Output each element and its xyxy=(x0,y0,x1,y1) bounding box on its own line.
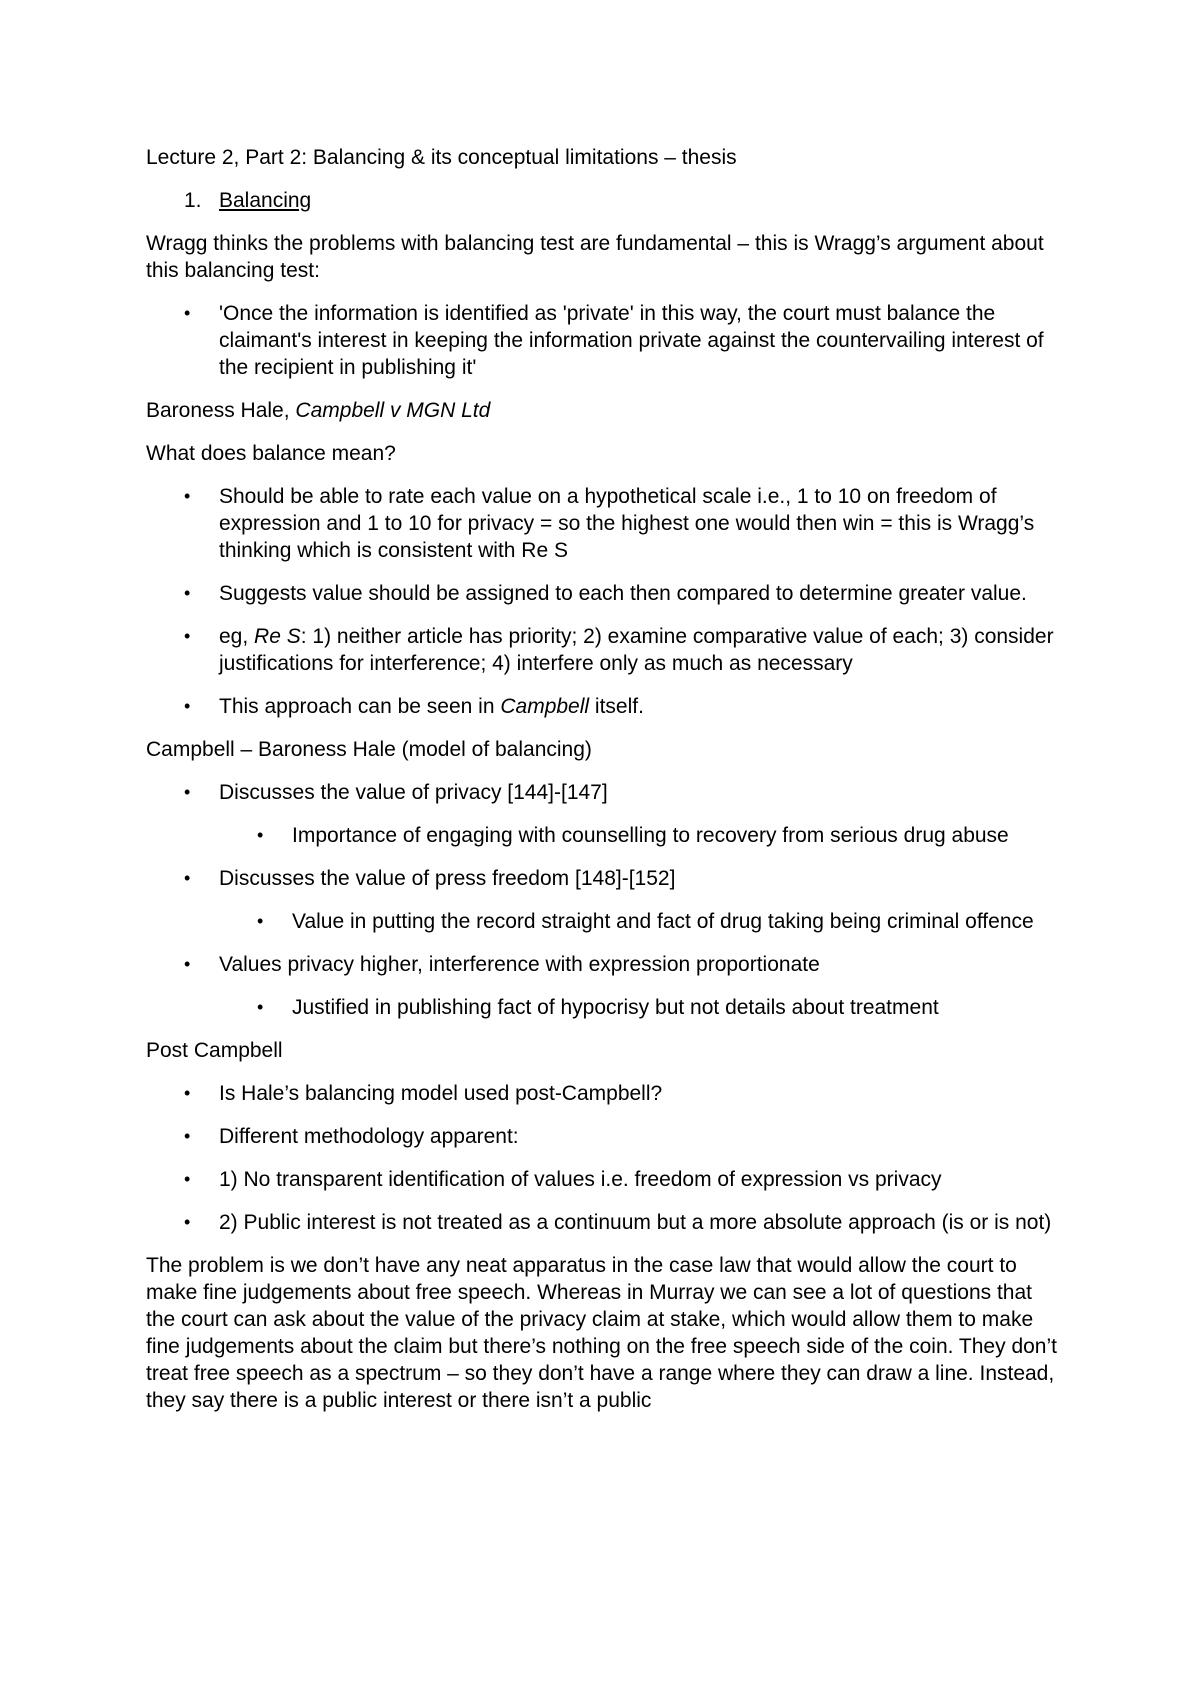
list-item-text xyxy=(219,695,644,718)
list-item-text: Is Hale’s balancing model used post-Campbell? xyxy=(219,1082,663,1105)
balance-question: What does balance mean? xyxy=(146,442,396,465)
campbell-heading: Campbell – Baroness Hale (model of balancing) xyxy=(146,738,592,761)
quote-text: 'Once the information is identified as 'private' in this way, the court must balance the claimant's interest in keeping the information private against the countervailing interest of the recipient in publishing it' xyxy=(219,302,1044,379)
list-item xyxy=(146,951,1066,978)
closing-paragraph: The problem is we don’t have any neat apparatus in the case law that would allow the court to make fine judgements about free speech. Whereas in Murray we can see a lot of questions that the court can ask about the value of the privacy claim at stake, which would allow them to make fine judgements about the claim but there’s nothing on the free speech side of the coin. They don’t treat free speech as a spectrum – so they don’t have a range where they can draw a line. Instead, they say there is a public interest or there isn’t a public xyxy=(146,1254,1057,1412)
section-title: Balancing xyxy=(219,189,312,212)
list-item xyxy=(146,483,1066,564)
list-item xyxy=(146,1080,1066,1107)
bullet-icon: • xyxy=(184,954,191,974)
post-campbell-list xyxy=(146,1080,1066,1236)
case-name: Campbell v MGN Ltd xyxy=(295,399,491,422)
text-prefix: This approach can be seen in xyxy=(219,695,501,718)
campbell-sublist xyxy=(146,994,1066,1021)
campbell-list xyxy=(146,865,1066,892)
list-item-text: Values privacy higher, interference with expression proportionate xyxy=(219,953,820,976)
bullet-icon: • xyxy=(184,868,191,888)
list-item xyxy=(146,1123,1066,1150)
section-number: 1. xyxy=(184,189,202,212)
campbell-list xyxy=(146,779,1066,806)
list-item-text: Discusses the value of press freedom [148]-[152] xyxy=(219,867,676,890)
bullet-icon: • xyxy=(184,1083,191,1103)
intro-paragraph: Wragg thinks the problems with balancing test are fundamental – this is Wragg’s argument about this balancing test: xyxy=(146,232,1044,282)
case-name: Campbell xyxy=(500,695,590,718)
text-prefix: eg, xyxy=(219,625,255,648)
quote-list xyxy=(146,300,1066,381)
list-item-text: Importance of engaging with counselling to recovery from serious drug abuse xyxy=(292,824,1009,847)
list-item-text: Discusses the value of privacy [144]-[147] xyxy=(219,781,608,804)
text-rest: : 1) neither article has priority; 2) examine comparative value of each; 3) consider justifications for interference; 4) interfere only as much as necessary xyxy=(219,625,1054,675)
list-item xyxy=(146,1209,1066,1236)
list-item xyxy=(146,865,1066,892)
list-item-text: Suggests value should be assigned to each then compared to determine greater value. xyxy=(219,582,1027,605)
list-item xyxy=(146,908,1066,935)
balance-list xyxy=(146,483,1066,720)
attribution-prefix: Baroness Hale, xyxy=(146,399,296,422)
bullet-icon: • xyxy=(184,782,191,802)
lecture-title: Lecture 2, Part 2: Balancing & its conceptual limitations – thesis xyxy=(146,146,737,169)
campbell-sublist xyxy=(146,822,1066,849)
list-item-text: Justified in publishing fact of hypocrisy but not details about treatment xyxy=(292,996,939,1019)
list-item-text xyxy=(219,625,1054,675)
document-page xyxy=(146,144,1066,1414)
bullet-icon: • xyxy=(184,696,191,716)
list-item xyxy=(146,300,1066,381)
list-item xyxy=(146,1166,1066,1193)
list-item xyxy=(146,580,1066,607)
post-campbell-heading: Post Campbell xyxy=(146,1039,283,1062)
list-item xyxy=(146,693,1066,720)
list-item-text: 2) Public interest is not treated as a continuum but a more absolute approach (is or is not) xyxy=(219,1211,1052,1234)
list-item xyxy=(146,623,1066,677)
bullet-icon: • xyxy=(184,1169,191,1189)
bullet-icon: • xyxy=(257,825,264,845)
attribution xyxy=(146,397,1066,424)
bullet-icon: • xyxy=(184,486,191,506)
list-item xyxy=(146,994,1066,1021)
case-name: Re S xyxy=(254,625,301,648)
section-heading xyxy=(146,187,1066,214)
list-item-text: Different methodology apparent: xyxy=(219,1125,519,1148)
text-rest: itself. xyxy=(589,695,644,718)
list-item-text: Should be able to rate each value on a hypothetical scale i.e., 1 to 10 on freedom of expression and 1 to 10 for privacy = so the highest one would then win = this is Wragg’s thinking which is consistent with Re S xyxy=(219,485,1035,562)
list-item xyxy=(146,779,1066,806)
bullet-icon: • xyxy=(184,583,191,603)
list-item-text: Value in putting the record straight and fact of drug taking being criminal offence xyxy=(292,910,1034,933)
bullet-icon: • xyxy=(184,303,191,323)
bullet-icon: • xyxy=(184,1126,191,1146)
campbell-list xyxy=(146,951,1066,978)
list-item-text: 1) No transparent identification of values i.e. freedom of expression vs privacy xyxy=(219,1168,942,1191)
bullet-icon: • xyxy=(257,997,264,1017)
bullet-icon: • xyxy=(257,911,264,931)
bullet-icon: • xyxy=(184,1212,191,1232)
campbell-sublist xyxy=(146,908,1066,935)
bullet-icon: • xyxy=(184,626,191,646)
list-item xyxy=(146,822,1066,849)
